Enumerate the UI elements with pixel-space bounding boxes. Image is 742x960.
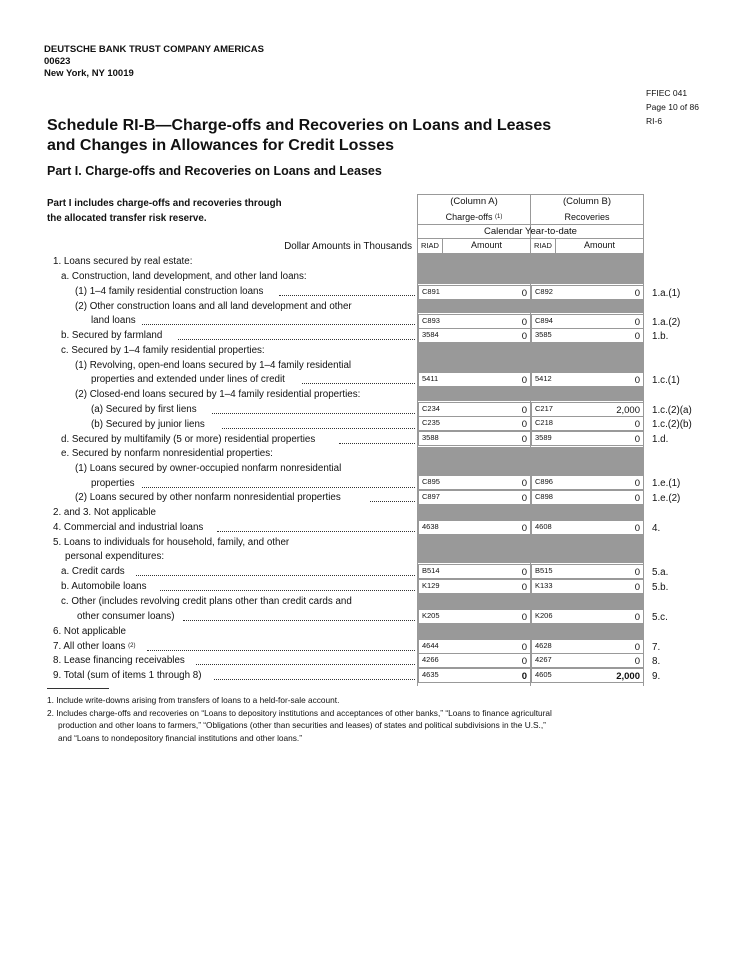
riad-code: 4266 <box>422 655 439 664</box>
item-number: 7. <box>652 642 661 653</box>
item-number: 1.b. <box>652 331 669 342</box>
cell-v1e1-b[interactable] <box>531 475 644 490</box>
leader-4 <box>217 531 415 532</box>
shaded-row-1e <box>418 447 643 475</box>
shaded-row-5c <box>418 593 643 609</box>
title-line-1: Schedule RI-B—Charge-offs and Recoveries on Loans and Leases <box>47 117 552 134</box>
leader-7 <box>147 650 415 651</box>
item-number: 1.e.(2) <box>652 493 681 504</box>
riad-code: C235 <box>422 418 440 427</box>
row-1d-label: d. Secured by multifamily (5 or more) residential properties <box>61 434 316 445</box>
row-5b-label: b. Automobile loans <box>61 581 147 592</box>
riad-code: 4608 <box>535 522 552 531</box>
shaded-row-1a2 <box>418 299 643 313</box>
leader-9 <box>214 679 415 680</box>
amount-value: 0 <box>521 582 527 593</box>
amount-value: 0 <box>634 567 640 578</box>
riad-code: C891 <box>422 287 440 296</box>
shaded-row-6 <box>418 624 643 639</box>
riad-code: B514 <box>422 566 440 575</box>
cell-v7-a[interactable] <box>418 639 531 654</box>
row-1c2-label: (2) Closed-end loans secured by 1–4 family residential properties: <box>75 389 361 400</box>
leader-5b <box>160 590 415 591</box>
row-1e1-label-2: properties <box>91 478 135 489</box>
row-1b-label: b. Secured by farmland <box>61 330 163 341</box>
item-number: 1.d. <box>652 434 669 445</box>
leader-5c <box>183 620 415 621</box>
intro-text <box>47 196 407 226</box>
col-a-footnote-ref: (1) <box>495 214 503 220</box>
item-number: 4. <box>652 523 661 534</box>
amount-value: 0 <box>521 671 527 682</box>
col-a-header: (Column A) <box>450 196 498 207</box>
cell-v1b-a[interactable] <box>418 328 531 343</box>
col-b-header: (Column B) <box>562 196 612 207</box>
row-5a-label: a. Credit cards <box>61 566 125 577</box>
cell-v9-b[interactable] <box>531 668 644 683</box>
cell-v1a2-b[interactable] <box>531 314 644 329</box>
shaded-row-1-1a <box>418 254 643 284</box>
riad-code: C896 <box>535 477 553 486</box>
header-rule-3 <box>417 238 644 239</box>
riad-code: C218 <box>535 418 553 427</box>
item-number: 8. <box>652 656 661 667</box>
row-1a2-label-2: land loans <box>91 315 136 326</box>
form-info <box>646 86 699 128</box>
row-5-label-2: personal expenditures: <box>65 551 165 562</box>
bank-header <box>44 44 264 80</box>
amount-value: 0 <box>521 419 527 430</box>
cell-v1c2a-a[interactable] <box>418 402 531 417</box>
item-number: 1.c.(2)(a) <box>652 405 692 416</box>
bank-city: New York, NY 10019 <box>44 68 134 79</box>
row-9-label: 9. Total (sum of items 1 through 8) <box>53 670 202 681</box>
riad-code: 4644 <box>422 641 439 650</box>
amount-value: 0 <box>634 375 640 386</box>
amount-value: 0 <box>521 331 527 342</box>
amount-value: 0 <box>521 656 527 667</box>
row-7-text: 7. All other loans <box>53 641 126 652</box>
cell-v1c2b-b[interactable] <box>531 416 644 431</box>
leader-1c2a <box>212 413 415 414</box>
leader-1e1 <box>142 487 415 488</box>
amount-value: 0 <box>521 375 527 386</box>
row-1c1-label-1: (1) Revolving, open-end loans secured by 1–4 family residential <box>75 360 352 371</box>
intro-line-1: Part I includes charge-offs and recoveries through <box>47 198 282 209</box>
row-1e2-label: (2) Loans secured by other nonfarm nonresidential properties <box>75 492 341 503</box>
cell-v5a-b[interactable] <box>531 564 644 579</box>
amount-value: 0 <box>634 582 640 593</box>
riad-code: C897 <box>422 492 440 501</box>
riad-code: 3589 <box>535 433 552 442</box>
amount-value: 0 <box>634 317 640 328</box>
footnote-2 <box>47 707 687 744</box>
cell-v1a1-a[interactable] <box>418 285 531 300</box>
cell-v7-b[interactable] <box>531 639 644 654</box>
cell-v1d-b[interactable] <box>531 431 644 446</box>
item-number: 5.c. <box>652 612 668 623</box>
col-b-subheader: Recoveries <box>564 212 610 222</box>
amount-header-a: Amount <box>470 240 503 250</box>
header-rule-2 <box>417 224 644 225</box>
leader-1b <box>178 339 415 340</box>
amount-value: 0 <box>521 317 527 328</box>
riad-header-a: RIAD <box>421 241 439 250</box>
amount-value: 0 <box>521 567 527 578</box>
amount-value: 0 <box>634 612 640 623</box>
leader-5a <box>136 575 415 576</box>
row-1a1-label: (1) 1–4 family residential construction loans <box>75 286 264 297</box>
riad-code: K133 <box>535 581 553 590</box>
cell-v5b-a[interactable] <box>418 579 531 594</box>
cell-v1a1-b[interactable] <box>531 285 644 300</box>
footnote-rule <box>47 688 109 689</box>
amount-value: 0 <box>634 656 640 667</box>
row-5c-label-2: other consumer loans) <box>77 611 175 622</box>
footnote-2-line-3: and “Loans to nondepository financial institutions and other loans.” <box>58 732 302 743</box>
cell-v5a-a[interactable] <box>418 564 531 579</box>
riad-code: C234 <box>422 404 440 413</box>
riad-code: B515 <box>535 566 553 575</box>
row-4-label: 4. Commercial and industrial loans <box>53 522 204 533</box>
riad-code: C892 <box>535 287 553 296</box>
riad-code: K206 <box>535 611 553 620</box>
amount-value: 0 <box>521 288 527 299</box>
leader-1a1 <box>279 295 415 296</box>
intro-line-2: the allocated transfer risk reserve. <box>47 213 207 224</box>
cell-v1a2-a[interactable] <box>418 314 531 329</box>
cell-v1e1-a[interactable] <box>418 475 531 490</box>
riad-code: C893 <box>422 316 440 325</box>
amount-value: 0 <box>634 493 640 504</box>
cell-v1e2-a[interactable] <box>418 490 531 505</box>
amount-value: 2,000 <box>616 671 640 682</box>
period-header: Calendar Year-to-date <box>484 226 577 237</box>
footnote-2-line-1: 2. Includes charge-offs and recoveries on “Loans to depository institutions and acceptances of other banks,” “Loans to finance agricultural <box>47 708 552 718</box>
riad-code: 3588 <box>422 433 439 442</box>
riad-code: K205 <box>422 611 440 620</box>
cell-v1c1-b[interactable] <box>531 372 644 387</box>
cell-v9-a[interactable] <box>418 668 531 683</box>
row-8-label: 8. Lease financing receivables <box>53 655 185 666</box>
footnote-1: 1. Include write-downs arising from transfers of loans to a held-for-sale account. <box>47 695 340 705</box>
amount-header-b: Amount <box>583 240 616 250</box>
leader-1a2 <box>142 324 415 325</box>
amount-value: 0 <box>634 331 640 342</box>
row-5-label-1: 5. Loans to individuals for household, family, and other <box>53 537 290 548</box>
amount-value: 0 <box>521 523 527 534</box>
shaded-row-2 <box>418 505 643 520</box>
col-a-subheader <box>418 212 530 222</box>
amount-value: 0 <box>521 434 527 445</box>
riad-code: C898 <box>535 492 553 501</box>
amount-value: 2,000 <box>616 405 640 416</box>
cell-v8-a[interactable] <box>418 653 531 668</box>
riad-code: C217 <box>535 404 553 413</box>
row-1c1-label-2: properties and extended under lines of credit <box>91 374 285 385</box>
row-7-label <box>53 641 136 652</box>
item-number: 1.e.(1) <box>652 478 681 489</box>
shaded-row-1c2 <box>418 387 643 401</box>
cell-v1d-a[interactable] <box>418 431 531 446</box>
cell-v8-b[interactable] <box>531 653 644 668</box>
bank-name: DEUTSCHE BANK TRUST COMPANY AMERICAS <box>44 44 264 55</box>
item-number: 5.a. <box>652 567 669 578</box>
item-number: 1.a.(1) <box>652 288 681 299</box>
item-number: 1.c.(2)(b) <box>652 419 692 430</box>
amount-value: 0 <box>634 434 640 445</box>
riad-code: 4267 <box>535 655 552 664</box>
form-number: FFIEC 041 <box>646 88 688 98</box>
leader-1e2 <box>370 501 415 502</box>
shaded-row-1c <box>418 343 643 372</box>
row-1e-label: e. Secured by nonfarm nonresidential properties: <box>61 448 273 459</box>
riad-code: 4635 <box>422 670 439 679</box>
cell-v1c2a-b[interactable] <box>531 402 644 417</box>
footnote-2-line-2: production and other loans to farmers,” “Obligations (other than securities and leases) of states and political subdivisions in the U.S.,” <box>58 720 546 731</box>
schedule-title <box>47 116 607 156</box>
row-1-label: 1. Loans secured by real estate: <box>53 256 193 267</box>
shaded-row-5 <box>418 535 643 563</box>
amount-value: 0 <box>521 493 527 504</box>
amount-value: 0 <box>521 405 527 416</box>
row-1c2b-label: (b) Secured by junior liens <box>91 419 205 430</box>
dollar-amounts-label: Dollar Amounts in Thousands <box>284 241 412 252</box>
amount-value: 0 <box>634 642 640 653</box>
riad-header-b: RIAD <box>534 241 552 250</box>
riad-code: 5412 <box>535 374 552 383</box>
page-code: RI-6 <box>646 116 663 126</box>
row-2-label: 2. and 3. Not applicable <box>53 507 156 518</box>
page-number: Page 10 of 86 <box>646 102 699 112</box>
amount-value: 0 <box>521 478 527 489</box>
col-a-sub: Charge-offs <box>445 212 493 222</box>
item-number: 1.a.(2) <box>652 317 681 328</box>
item-number: 9. <box>652 671 661 682</box>
cell-v1c1-a[interactable] <box>418 372 531 387</box>
part-title: Part I. Charge-offs and Recoveries on Loans and Leases <box>47 164 382 178</box>
riad-code: 3584 <box>422 330 439 339</box>
cell-v1e2-b[interactable] <box>531 490 644 505</box>
row-1a2-label-1: (2) Other construction loans and all land development and other <box>75 301 352 312</box>
cell-v5c-a[interactable] <box>418 609 531 624</box>
cell-v4-a[interactable] <box>418 520 531 535</box>
cell-v1c2b-a[interactable] <box>418 416 531 431</box>
amount-value: 0 <box>521 612 527 623</box>
riad-code: 4605 <box>535 670 552 679</box>
riad-code: 3585 <box>535 330 552 339</box>
riad-code: 5411 <box>422 374 439 383</box>
riad-code: 4638 <box>422 522 439 531</box>
row-1c-label: c. Secured by 1–4 family residential properties: <box>61 345 265 356</box>
riad-code: C894 <box>535 316 553 325</box>
row-5c-label-1: c. Other (includes revolving credit plans other than credit cards and <box>61 596 352 607</box>
amount-value: 0 <box>634 288 640 299</box>
riad-code: K129 <box>422 581 440 590</box>
cell-v5c-b[interactable] <box>531 609 644 624</box>
row-1a-label: a. Construction, land development, and other land loans: <box>61 271 307 282</box>
title-line-2: and Changes in Allowances for Credit Losses <box>47 137 395 154</box>
row-1e1-label-1: (1) Loans secured by owner-occupied nonfarm nonresidential <box>75 463 342 474</box>
item-number: 5.b. <box>652 582 669 593</box>
item-number: 1.c.(1) <box>652 375 680 386</box>
riad-code: C895 <box>422 477 440 486</box>
leader-1c1 <box>302 383 415 384</box>
cell-v5b-b[interactable] <box>531 579 644 594</box>
leader-8 <box>196 664 415 665</box>
amount-value: 0 <box>521 642 527 653</box>
amount-value: 0 <box>634 478 640 489</box>
row-6-label: 6. Not applicable <box>53 626 126 637</box>
cell-v4-b[interactable] <box>531 520 644 535</box>
row-1c2a-label: (a) Secured by first liens <box>91 404 197 415</box>
row-7-footnote-ref: (2) <box>128 643 136 649</box>
amount-value: 0 <box>634 419 640 430</box>
riad-code: 4628 <box>535 641 552 650</box>
cell-v1b-b[interactable] <box>531 328 644 343</box>
leader-1d <box>339 443 415 444</box>
bank-cert: 00623 <box>44 56 71 67</box>
amount-value: 0 <box>634 523 640 534</box>
leader-1c2b <box>222 428 415 429</box>
